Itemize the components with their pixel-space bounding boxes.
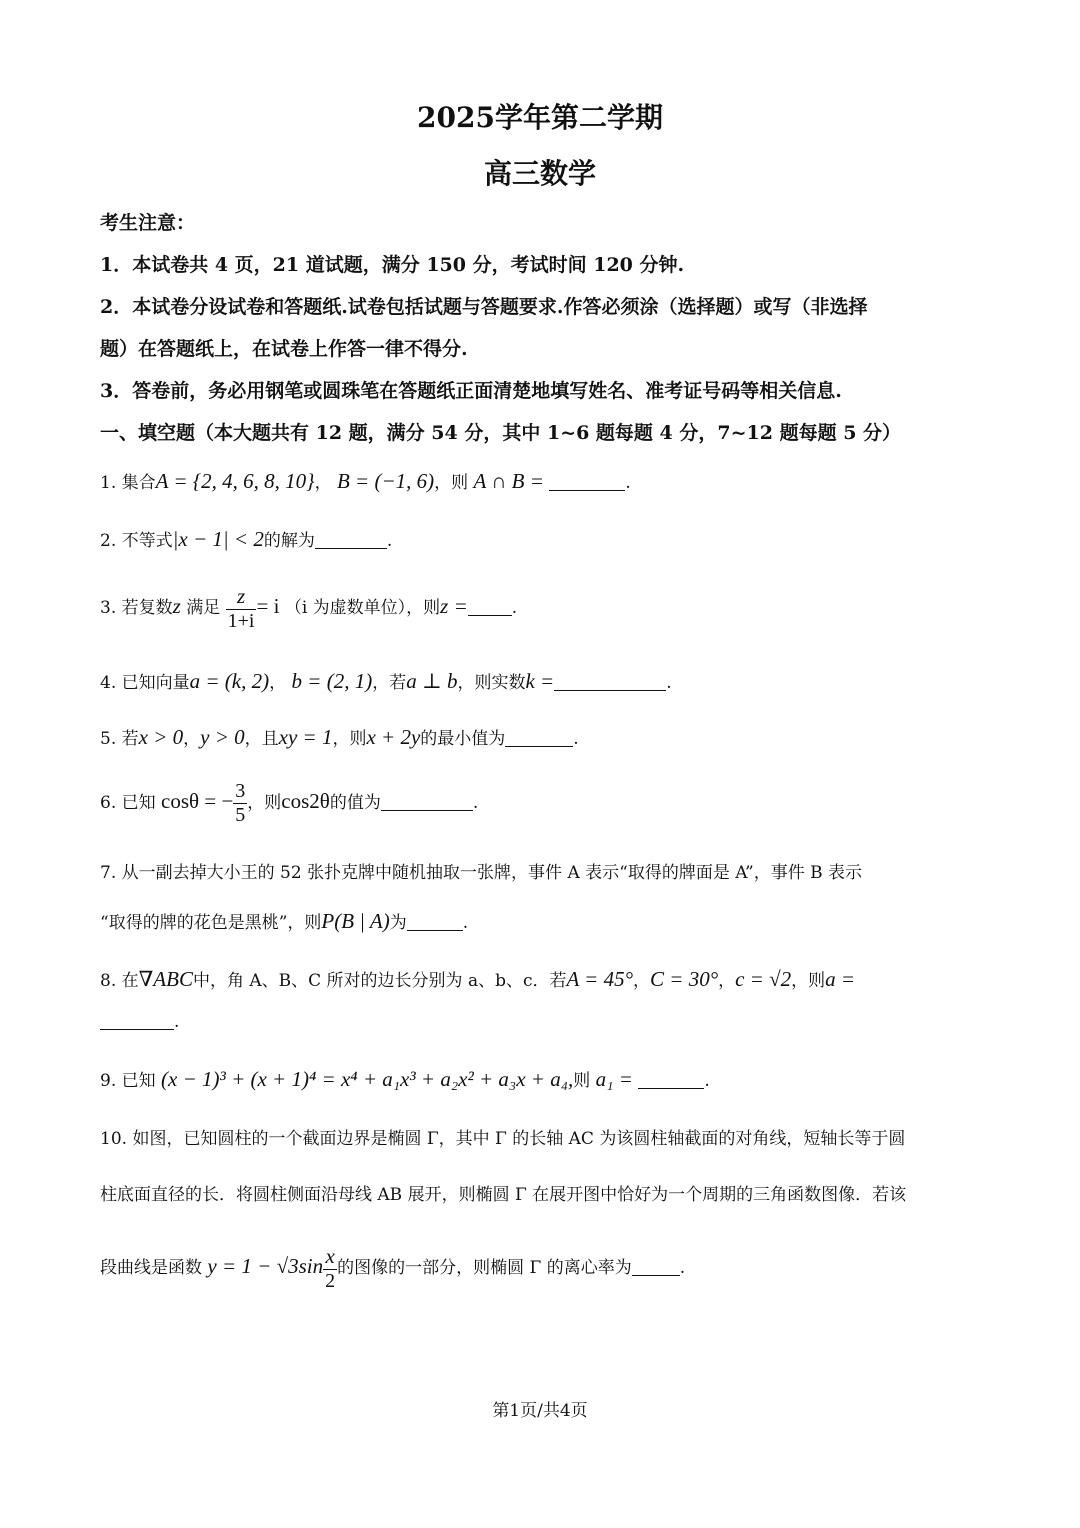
math-expr: y = 1 − √3sin	[207, 1254, 324, 1278]
math-expr: A = {2, 4, 6, 8, 10}	[155, 469, 315, 493]
question-7-cont: “取得的牌的花色是黑桃”，则P(B | A)为 .	[100, 909, 469, 933]
question-number: 5.	[100, 729, 117, 749]
question-number: 3.	[100, 598, 117, 618]
math-expr: k =	[525, 669, 555, 693]
math-expr: A ∩ B =	[473, 469, 544, 493]
question-8: 8. 在∇ABC中，角 A、B、C 所对的边长分别为 a、b、c．若A = 45°，C = 30°，c = √2，则a =	[100, 967, 856, 991]
math-expr: a =	[825, 967, 856, 991]
answer-blank	[554, 673, 666, 691]
answer-blank	[407, 913, 463, 931]
answer-blank	[505, 729, 573, 747]
notice-heading: 考生注意：	[100, 212, 196, 234]
math-expr: a₁ =	[595, 1067, 633, 1091]
answer-blank	[468, 598, 512, 616]
question-number: 9.	[100, 1071, 117, 1091]
answer-blank	[381, 793, 473, 811]
answer-blank	[632, 1258, 680, 1276]
question-3: 3. 若复数z 满足 $\frac{z}{1+i}$ = i （i 为虚数单位），则z = .	[100, 584, 518, 632]
math-expr: z =	[440, 594, 468, 618]
answer-blank	[638, 1071, 704, 1089]
question-2: 2. 不等式|x − 1| < 2的解为 .	[100, 527, 393, 551]
question-number: 2.	[100, 531, 117, 551]
question-10-cont-1: 柱底面直径的长．将圆柱侧面沿母线 AB 展开，则椭圆 Γ 在展开图中恰好为一个周期的三角函数图像．若该	[100, 1185, 907, 1205]
answer-blank	[315, 531, 387, 549]
exam-subject: 高三数学	[483, 157, 596, 190]
math-expr: b = (2, 1)	[291, 669, 373, 693]
math-expr: ∇ABC	[138, 967, 193, 991]
question-5: 5. 若x > 0，y > 0，且xy = 1，则x + 2y的最小值为 .	[100, 725, 579, 749]
math-expr: cos2θ	[281, 789, 330, 813]
question-10: 10. 如图，已知圆柱的一个截面边界是椭圆 Γ，其中 Γ 的长轴 AC 为该圆柱轴截面的对角线，短轴长等于圆	[100, 1129, 906, 1149]
math-expr: P(B | A)	[321, 909, 390, 933]
question-1: 1. 集合A = {2, 4, 6, 8, 10}， B = (−1, 6)，则 A ∩ B = .	[100, 469, 631, 493]
question-number: 6.	[100, 793, 117, 813]
math-expr: a ⊥ b	[406, 669, 458, 693]
notice-item-2: 2．本试卷分设试卷和答题纸.试卷包括试题与答题要求.作答必须涂（选择题）或写（非选择	[100, 296, 868, 318]
fraction: $\frac{z}{1+i}$	[227, 584, 255, 632]
math-expr: B = (−1, 6)	[336, 469, 435, 493]
math-expr: |x − 1| < 2	[172, 527, 264, 551]
notice-item-3: 3．答卷前，务必用钢笔或圆珠笔在答题纸正面清楚地填写姓名、准考证号码等相关信息.	[100, 380, 842, 402]
question-number: 1.	[100, 473, 117, 493]
page-footer: 第1页/共4页	[492, 1401, 588, 1421]
question-10-cont-2: 段曲线是函数 y = 1 − √3sin $\frac{x}{2}$ 的图像的一部分，则椭圆 Γ 的离心率为 .	[100, 1244, 686, 1292]
question-6: 6. 已知 cosθ = − $\frac{3}{5}$ ，则cos2θ的值为 .	[100, 780, 479, 826]
section-1-heading: 一、填空题（本大题共有 12 题，满分 54 分，其中 1~6 题每题 4 分，7~12 题每题 5 分）	[100, 422, 902, 444]
answer-blank	[100, 1012, 174, 1030]
math-expr: cosθ = −	[161, 789, 234, 813]
answer-blank	[549, 473, 625, 491]
math-expr: (x − 1)³ + (x + 1)⁴ = x⁴ + a₁x³ + a₂x² + a₃x + a₄,	[161, 1067, 574, 1091]
math-expr: x + 2y	[366, 725, 421, 749]
exam-title: 2025学年第二学期	[417, 101, 663, 134]
question-7: 7. 从一副去掉大小王的 52 张扑克牌中随机抽取一张牌，事件 A 表示“取得的牌面是 A”，事件 B 表示	[100, 863, 863, 883]
math-expr: a = (k, 2)	[189, 669, 270, 693]
notice-item-1: 1．本试卷共 4 页，21 道试题，满分 150 分，考试时间 120 分钟.	[100, 254, 685, 276]
question-9: 9. 已知 (x − 1)³ + (x + 1)⁴ = x⁴ + a₁x³ + a₂x² + a₃x + a₄,则 a₁ = .	[100, 1067, 710, 1091]
notice-item-2-cont: 题）在答题纸上，在试卷上作答一律不得分.	[100, 338, 468, 360]
question-number: 4.	[100, 673, 117, 693]
question-8-cont: .	[100, 1012, 1000, 1032]
math-var: z	[172, 594, 181, 618]
question-4: 4. 已知向量a = (k, 2)， b = (2, 1)，若a ⊥ b，则实数k = .	[100, 669, 672, 693]
fraction: $\frac{x}{2}$	[325, 1244, 336, 1292]
fraction: $\frac{3}{5}$	[235, 780, 246, 826]
